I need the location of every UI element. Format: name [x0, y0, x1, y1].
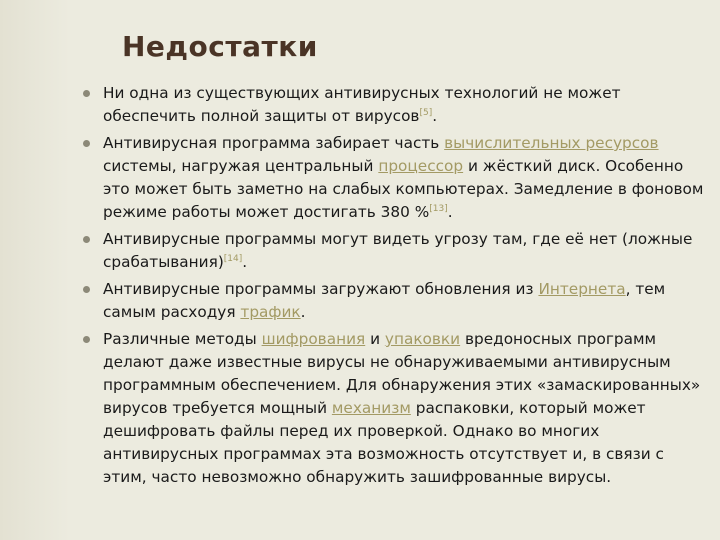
- bullet-dot-icon: [83, 90, 90, 97]
- bullet-dot-icon: [83, 336, 90, 343]
- link-processor[interactable]: процессор: [378, 157, 464, 175]
- bullet-text: , тем самым расходуя: [103, 280, 666, 321]
- link-computing-resources[interactable]: вычислительных ресурсов: [444, 134, 659, 152]
- left-stripe-decoration: [0, 0, 70, 540]
- bullet-item: [80, 82, 710, 128]
- link-traffic[interactable]: трафик: [240, 303, 301, 321]
- bullet-text: .: [242, 253, 248, 271]
- bullet-item: [80, 132, 710, 224]
- bullet-item: [80, 328, 710, 489]
- bullet-text: Ни одна из существующих антивирусных технологий не может обеспечить полной защиты от вирусов: [103, 84, 621, 125]
- bullet-text: и жёсткий диск. Особенно это может быть заметно на слабых компьютерах. Замедление в фоновом режиме работы может достигать 380 %: [103, 157, 704, 221]
- link-packing[interactable]: упаковки: [384, 330, 461, 348]
- bullet-text: .: [300, 303, 306, 321]
- link-encryption[interactable]: шифрования: [261, 330, 366, 348]
- link-internet[interactable]: Интернета: [538, 280, 626, 298]
- bullet-dot-icon: [83, 236, 90, 243]
- bullet-dot-icon: [83, 140, 90, 147]
- bullet-text: распаковки, который может дешифровать файлы перед их проверкой. Однако во многих антивирусных программах эта возможность отсутствует и, в связи с этим, часто невозможно обнаружить зашифрованные вирусы.: [103, 399, 664, 486]
- bullet-text: Антивирусные программы загружают обновления из: [103, 280, 539, 298]
- bullet-item: [80, 228, 710, 274]
- link-mechanism[interactable]: механизм: [331, 399, 411, 417]
- bullet-text: вредоносных программ делают даже известные вирусы не обнаруживаемыми антивирусным программным обеспечением. Для обнаружения этих «замаскированных» вирусов требуется мощный: [103, 330, 701, 417]
- bullet-text: Различные методы: [103, 330, 262, 348]
- bullet-text: Антивирусная программа забирает часть: [103, 134, 445, 152]
- bullet-dot-icon: [83, 286, 90, 293]
- reference-link[interactable]: [5]: [419, 107, 433, 118]
- reference-link[interactable]: [14]: [223, 253, 243, 264]
- bullet-item: [80, 278, 710, 324]
- bullet-text: системы, нагружая центральный: [103, 157, 379, 175]
- bullet-text: Антивирусные программы могут видеть угрозу там, где её нет (ложные срабатывания): [103, 230, 693, 271]
- bullet-text: .: [432, 107, 438, 125]
- bullet-text: и: [365, 330, 385, 348]
- slide-title: Недостатки: [122, 30, 318, 63]
- reference-link[interactable]: [13]: [429, 203, 448, 214]
- bullet-list: [80, 82, 710, 493]
- bullet-text: .: [447, 203, 453, 221]
